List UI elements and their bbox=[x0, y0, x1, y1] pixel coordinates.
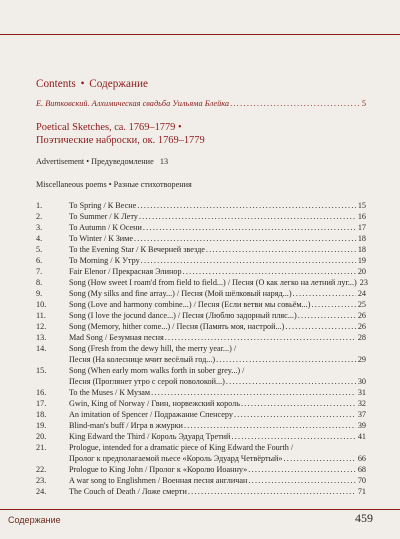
toc-entry bbox=[69, 354, 366, 365]
dot-leader bbox=[141, 255, 356, 266]
top-rule bbox=[0, 34, 400, 35]
toc-row[interactable] bbox=[36, 464, 366, 475]
toc-title: Песня (Проглянет утро с серой поволокой...) bbox=[69, 377, 225, 386]
toc-entry bbox=[69, 233, 366, 244]
toc-row[interactable] bbox=[36, 288, 366, 299]
toc-title: To Summer / К Лету bbox=[69, 212, 138, 221]
toc-entry bbox=[69, 409, 366, 420]
page-number: 459 bbox=[355, 511, 373, 525]
toc-row[interactable] bbox=[36, 277, 366, 288]
toc-row[interactable] bbox=[36, 442, 366, 453]
toc-title: Prologue to King John / Пролог к «Королю Иоанну» bbox=[69, 465, 248, 474]
toc-title: To Autumn / К Осени bbox=[69, 223, 142, 232]
toc-number: 11. bbox=[36, 311, 46, 320]
dot-leader bbox=[143, 222, 356, 233]
dot-leader bbox=[293, 288, 356, 299]
toc-page: 16 bbox=[357, 212, 366, 221]
dot-leader bbox=[285, 321, 355, 332]
toc-row[interactable] bbox=[36, 233, 366, 244]
toc-number: 3. bbox=[36, 223, 43, 232]
toc-number: 10. bbox=[36, 300, 47, 309]
toc-entry bbox=[69, 343, 366, 354]
running-footer: Содержание bbox=[8, 515, 61, 525]
toc-page: 17 bbox=[357, 223, 366, 232]
toc-title: Song (My silks and fine array...) / Песня (Мой шёлковый наряд...) bbox=[69, 289, 292, 298]
toc-row[interactable] bbox=[36, 222, 366, 233]
toc-row[interactable] bbox=[36, 255, 366, 266]
toc-title: Пролог к предполагаемой пьесе «Король Эдуард Четвёртый» bbox=[69, 454, 283, 463]
dot-leader bbox=[230, 99, 361, 108]
dot-leader bbox=[183, 266, 356, 277]
dot-leader bbox=[298, 310, 356, 321]
toc-title: King Edward the Third / Король Эдуард Третий bbox=[69, 432, 231, 441]
toc-title: An imitation of Spencer / Подражание Спенсеру bbox=[69, 410, 233, 419]
toc-entry bbox=[69, 420, 366, 431]
toc-title: Fair Elenor / Прекрасная Элинор bbox=[69, 267, 182, 276]
toc-number: 2. bbox=[36, 212, 43, 221]
toc-entry bbox=[69, 244, 366, 255]
toc-entry bbox=[69, 431, 366, 442]
toc-title: Gwin, King of Norway / Гвин, норвежский король bbox=[69, 399, 240, 408]
toc-entry bbox=[69, 200, 366, 211]
dot-leader bbox=[284, 453, 356, 464]
toc-row[interactable] bbox=[36, 398, 366, 409]
toc-page: 71 bbox=[357, 487, 366, 496]
toc-title: Песня (На колеснице мчит весёлый год...) bbox=[69, 355, 216, 364]
toc-entry bbox=[69, 365, 366, 376]
toc-page: 41 bbox=[357, 432, 366, 441]
toc-row[interactable] bbox=[36, 475, 366, 486]
dot-leader bbox=[234, 409, 356, 420]
toc-title: To Winter / К Зиме bbox=[69, 234, 133, 243]
toc-row[interactable] bbox=[36, 321, 366, 332]
toc-page: 37 bbox=[357, 410, 366, 419]
toc-row[interactable] bbox=[36, 244, 366, 255]
contents-title-en: Contents bbox=[36, 78, 76, 90]
title-separator: • bbox=[80, 78, 85, 90]
dot-leader bbox=[241, 398, 356, 409]
toc-title: To Spring / К Весне bbox=[69, 201, 137, 210]
toc-entry bbox=[69, 387, 366, 398]
toc-number: 12. bbox=[36, 322, 47, 331]
toc-entry bbox=[69, 222, 366, 233]
toc-number: 21. bbox=[36, 443, 47, 452]
dot-leader bbox=[188, 486, 356, 497]
toc-row[interactable] bbox=[36, 310, 366, 321]
toc-number: 15. bbox=[36, 366, 47, 375]
toc-title: To Morning / К Утру bbox=[69, 256, 140, 265]
misc-heading: Miscellaneous poems • Разные стихотворения bbox=[36, 180, 192, 189]
toc-entry bbox=[69, 332, 366, 343]
toc-entry bbox=[69, 376, 366, 387]
toc-page: 39 bbox=[357, 421, 366, 430]
intro-author: Е. Витковский. bbox=[36, 99, 90, 108]
toc-number: 23. bbox=[36, 476, 47, 485]
toc-number: 8. bbox=[36, 278, 43, 287]
toc-row[interactable] bbox=[36, 332, 366, 343]
toc-number: 9. bbox=[36, 289, 43, 298]
bottom-rule bbox=[0, 509, 400, 510]
toc-title: To the Muses / К Музам bbox=[69, 388, 151, 397]
toc-title: The Couch of Death / Ложе смерти bbox=[69, 487, 187, 496]
toc-entry bbox=[69, 464, 366, 475]
toc-row[interactable] bbox=[36, 266, 366, 277]
toc-entry bbox=[69, 486, 366, 497]
toc-row[interactable] bbox=[36, 420, 366, 431]
toc-page: 66 bbox=[357, 454, 366, 463]
advertisement-label: Advertisement • Предуведомление bbox=[36, 157, 154, 166]
toc-number: 7. bbox=[36, 267, 43, 276]
toc-page: 24 bbox=[357, 289, 366, 298]
toc-entry bbox=[69, 442, 366, 453]
dot-leader bbox=[134, 233, 356, 244]
toc-entry bbox=[69, 211, 366, 222]
toc-entry bbox=[69, 453, 366, 464]
dot-leader bbox=[206, 244, 356, 255]
toc-page: 25 bbox=[357, 300, 366, 309]
toc-page: 32 bbox=[357, 399, 366, 408]
toc-title: Song (Memory, hither come...) / Песня (Память моя, настрой...) bbox=[69, 322, 285, 331]
toc-title: Song (I love the jocund dance...) / Песня (Люблю задорный пляс...) bbox=[69, 311, 297, 320]
toc-page: 30 bbox=[357, 377, 366, 386]
contents-title bbox=[36, 78, 148, 90]
dot-leader bbox=[151, 387, 356, 398]
dot-leader bbox=[231, 431, 355, 442]
toc-page: 26 bbox=[357, 311, 366, 320]
dot-leader bbox=[248, 475, 355, 486]
toc-number: 17. bbox=[36, 399, 47, 408]
toc-row[interactable] bbox=[36, 486, 366, 497]
toc-row[interactable] bbox=[36, 387, 366, 398]
toc-page: 26 bbox=[357, 322, 366, 331]
dot-leader bbox=[139, 211, 356, 222]
toc-number: 14. bbox=[36, 344, 47, 353]
toc-page: 19 bbox=[357, 256, 366, 265]
intro-title: Алхимическая свадьба Уильяма Блейка bbox=[91, 99, 230, 108]
part-title bbox=[36, 122, 205, 147]
toc-title: To the Evening Star / К Вечерней звезде bbox=[69, 245, 205, 254]
dot-leader bbox=[137, 200, 356, 211]
toc-row[interactable] bbox=[36, 354, 366, 365]
toc-number: 22. bbox=[36, 465, 47, 474]
contents-title-ru: Содержание bbox=[89, 78, 148, 90]
toc-page: 23 bbox=[359, 278, 368, 287]
toc-title: Prologue, intended for a dramatic piece of King Edward the Fourth / bbox=[69, 443, 294, 452]
toc-page: 20 bbox=[357, 267, 366, 276]
toc-row[interactable] bbox=[36, 343, 366, 354]
toc-page: 18 bbox=[357, 245, 366, 254]
toc-row[interactable] bbox=[36, 211, 366, 222]
toc-entry bbox=[69, 255, 366, 266]
toc-page: 18 bbox=[357, 234, 366, 243]
toc-title: A war song to Englishmen / Военная песня англичан bbox=[69, 476, 248, 485]
toc-entry bbox=[69, 475, 366, 486]
toc-list bbox=[36, 200, 366, 497]
toc-title: Song (When early morn walks forth in sober grey...) / bbox=[69, 366, 245, 375]
dot-leader bbox=[216, 354, 356, 365]
toc-entry bbox=[69, 310, 366, 321]
toc-entry bbox=[69, 277, 366, 288]
toc-number: 4. bbox=[36, 234, 43, 243]
toc-title: Song (Love and harmony combine...) / Песня (Если ветви мы совьём...) bbox=[69, 300, 311, 309]
toc-title: Mad Song / Безумная песня bbox=[69, 333, 164, 342]
toc-row[interactable] bbox=[36, 409, 366, 420]
toc-page: 29 bbox=[357, 355, 366, 364]
toc-number: 24. bbox=[36, 487, 47, 496]
toc-page: 31 bbox=[357, 388, 366, 397]
dot-leader bbox=[248, 464, 356, 475]
toc-title: Blind-man's buff / Игра в жмурки bbox=[69, 421, 183, 430]
toc-page: 70 bbox=[357, 476, 366, 485]
toc-page: 28 bbox=[357, 333, 366, 342]
toc-entry bbox=[69, 398, 366, 409]
toc-number: 18. bbox=[36, 410, 47, 419]
toc-row[interactable] bbox=[36, 365, 366, 376]
toc-entry bbox=[69, 266, 366, 277]
toc-entry bbox=[69, 288, 366, 299]
part-title-ru: Поэтические наброски, ок. 1769–1779 bbox=[36, 134, 205, 146]
toc-title: Song (Fresh from the dewy hill, the merry year...) / bbox=[69, 344, 237, 353]
toc-number: 6. bbox=[36, 256, 43, 265]
toc-entry bbox=[69, 299, 366, 310]
dot-leader bbox=[226, 376, 356, 387]
advertisement-page: 13 bbox=[159, 157, 169, 166]
toc-number: 19. bbox=[36, 421, 47, 430]
toc-row[interactable] bbox=[36, 376, 366, 387]
toc-number: 20. bbox=[36, 432, 47, 441]
toc-row[interactable] bbox=[36, 431, 366, 442]
toc-row[interactable] bbox=[36, 299, 366, 310]
intro-page: 5 bbox=[361, 99, 366, 108]
toc-row[interactable] bbox=[36, 453, 366, 464]
part-title-en: Poetical Sketches, ca. 1769–1779 • bbox=[36, 122, 182, 133]
toc-number: 13. bbox=[36, 333, 47, 342]
intro-entry[interactable] bbox=[36, 99, 366, 108]
toc-page: 15 bbox=[357, 201, 366, 210]
dot-leader bbox=[165, 332, 356, 343]
dot-leader bbox=[184, 420, 356, 431]
toc-page: 68 bbox=[357, 465, 366, 474]
toc-number: 1. bbox=[36, 201, 43, 210]
dot-leader bbox=[311, 299, 355, 310]
toc-row[interactable] bbox=[36, 200, 366, 211]
toc-title: Song (How sweet I roam'd from field to field...) / Песня (О как легко на летний луг...) bbox=[69, 278, 357, 287]
toc-number: 5. bbox=[36, 245, 43, 254]
toc-entry bbox=[69, 321, 366, 332]
advertisement-entry[interactable] bbox=[36, 157, 168, 166]
toc-number: 16. bbox=[36, 388, 47, 397]
